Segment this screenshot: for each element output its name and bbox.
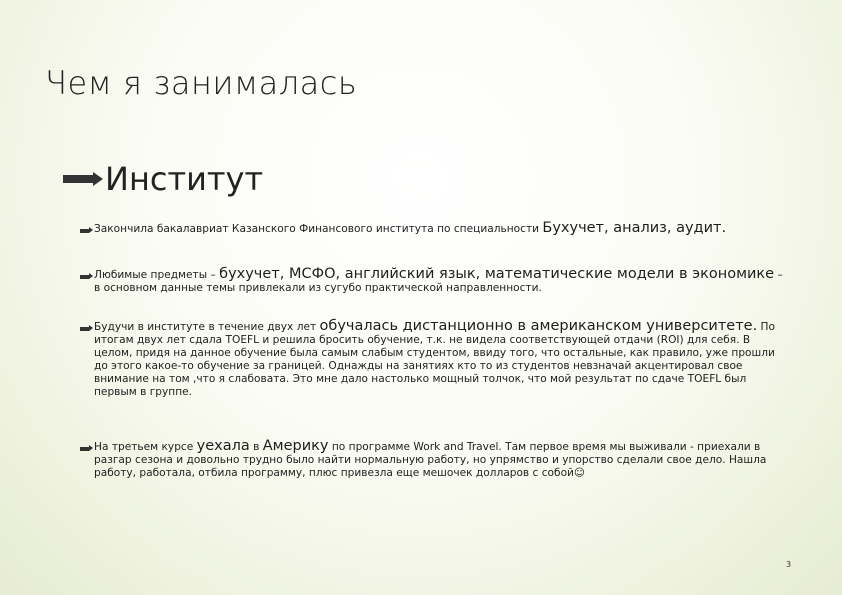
bullet-text: в xyxy=(249,441,263,453)
pencil-bullet-icon xyxy=(80,227,93,234)
bullet-item-favorite-subjects xyxy=(80,268,790,295)
bullet-highlight: уехала xyxy=(196,438,250,454)
page-number: 3 xyxy=(786,560,792,569)
bullet-text: Закончила бакалавриат Казанского Финансового института по специальности xyxy=(94,223,543,235)
pencil-bullet-icon xyxy=(80,273,93,280)
bullet-text: по программе Work and Travel. Там первое время мы выживали - приехали в разгар сезона и довольно трудно было найти нормальную работу, но упрямство и упорство сделали свое дело. Нашла работу, работала, отбила программу, плюс привезла еще мешочек долларов с собой☺ xyxy=(94,441,767,479)
bullet-highlight: обучалась дистанционно в американском университете. xyxy=(319,318,758,334)
bullet-item-work-and-travel xyxy=(80,440,790,480)
section-heading-label: Институт xyxy=(105,160,264,198)
bullet-text: – в основном данные темы привлекали из сугубо практической направленности. xyxy=(94,269,783,294)
pencil-bullet-icon xyxy=(63,172,103,186)
bullet-text: По итогам двух лет сдала TOEFL и решила бросить обучение, т.к. не видела соответствующей отдачи (ROI) для себя. В целом, придя на данное обучение была самым слабым студентом, ввиду того, что остальные, как правило, уже прошли до этого какое-то обучение за границей. Однажды на занятиях кто то из студентов невзначай акцентировал свое внимание на том ,что я слабовата. Это мне дало настолько мощный толчок, что мой результат по сдаче TOEFL был первым в группе. xyxy=(94,321,776,398)
bullet-item-distance-learning xyxy=(80,320,790,399)
bullet-highlight: Америку xyxy=(262,438,329,454)
bullet-text: Будучи в институте в течение двух лет xyxy=(94,321,320,333)
section-heading xyxy=(63,160,263,198)
pencil-bullet-icon xyxy=(80,445,93,452)
pencil-bullet-icon xyxy=(80,325,93,332)
slide-title: Чем я занималась xyxy=(45,64,358,102)
bullet-text: Любимые предметы – xyxy=(94,269,220,281)
bullet-highlight: бухучет, МСФО, английский язык, математические модели в экономике xyxy=(219,266,775,282)
bullet-text: На третьем курсе xyxy=(94,441,197,453)
bullet-highlight: Бухучет, анализ, аудит. xyxy=(542,220,727,236)
bullet-item-graduation xyxy=(80,222,790,236)
